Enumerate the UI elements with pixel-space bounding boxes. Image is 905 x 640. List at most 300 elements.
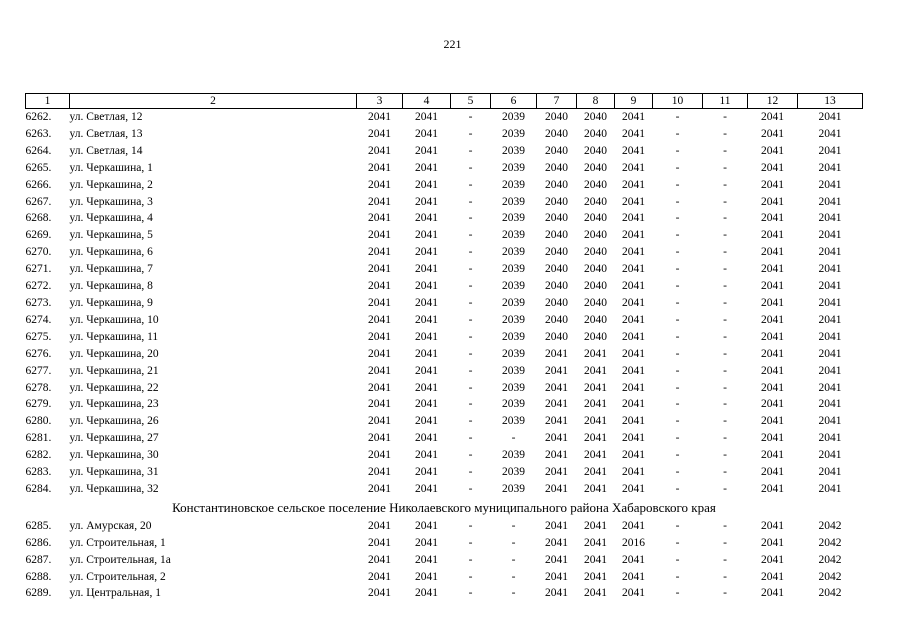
year-cell: - [675, 466, 680, 479]
row-number-cell: 6273. [25, 296, 52, 309]
year-cell: 2041 [368, 111, 391, 123]
year-cell: - [468, 570, 473, 583]
column-header: 6 [491, 94, 537, 109]
year-cell: 2042 [818, 570, 842, 583]
year-cell: 2041 [368, 415, 391, 428]
year-cell: 2041 [761, 263, 784, 276]
year-cell: 2041 [761, 415, 784, 428]
year-cell: 2041 [761, 553, 784, 566]
year-cell: - [675, 415, 680, 428]
column-header: 8 [577, 94, 615, 109]
year-cell: - [468, 246, 473, 259]
year-cell: 2041 [761, 246, 784, 259]
table-row [26, 295, 863, 312]
year-cell: - [468, 144, 473, 157]
year-cell: - [468, 330, 473, 343]
year-cell: 2042 [818, 536, 842, 549]
row-number-cell: 6270. [25, 246, 52, 259]
year-cell: - [468, 280, 473, 293]
row-number-cell: 6275. [25, 330, 52, 343]
year-cell: 2041 [818, 127, 842, 140]
year-cell: 2039 [502, 263, 525, 276]
year-cell: 2041 [622, 381, 645, 394]
year-cell: 2041 [761, 296, 784, 309]
year-cell: - [675, 570, 680, 583]
year-cell: 2039 [502, 330, 525, 343]
table-row [26, 464, 863, 481]
column-header: 7 [537, 94, 577, 109]
address-cell: ул. Черкашина, 27 [69, 432, 159, 445]
row-number-cell: 6276. [25, 347, 52, 360]
year-cell: - [723, 449, 727, 462]
column-header: 5 [451, 94, 491, 109]
year-cell: 2041 [415, 161, 438, 174]
year-cell: - [723, 212, 727, 225]
table-row [26, 160, 863, 177]
table-row [26, 143, 863, 160]
table-row [26, 227, 863, 244]
year-cell: - [723, 587, 727, 600]
year-cell: - [723, 364, 727, 377]
year-cell: 2041 [545, 553, 568, 566]
year-cell: 2041 [622, 449, 645, 462]
year-cell: 2041 [368, 553, 391, 566]
year-cell: - [511, 519, 516, 532]
year-cell: 2041 [584, 570, 607, 583]
year-cell: 2041 [818, 195, 842, 208]
address-cell: ул. Черкашина, 20 [69, 347, 159, 360]
year-cell: - [468, 536, 473, 549]
year-cell: 2039 [502, 229, 525, 242]
year-cell: 2041 [368, 229, 391, 242]
row-number-cell: 6262. [25, 111, 52, 123]
year-cell: - [723, 415, 727, 428]
year-cell: 2041 [761, 449, 784, 462]
year-cell: 2041 [545, 364, 568, 377]
year-cell: - [511, 570, 516, 583]
year-cell: 2041 [584, 536, 607, 549]
year-cell: 2041 [545, 587, 568, 600]
year-cell: 2040 [545, 144, 568, 157]
year-cell: - [511, 553, 516, 566]
table-row [26, 210, 863, 227]
year-cell: 2041 [622, 364, 645, 377]
year-cell: - [675, 381, 680, 394]
year-cell: 2041 [622, 144, 645, 157]
year-cell: 2041 [622, 127, 645, 140]
year-cell: - [723, 229, 727, 242]
address-cell: ул. Строительная, 1 [69, 536, 166, 549]
table-row [26, 481, 863, 498]
year-cell: 2041 [415, 398, 438, 411]
year-cell: 2039 [502, 246, 525, 259]
year-cell: 2041 [622, 212, 645, 225]
table-row [26, 278, 863, 295]
year-cell: 2041 [584, 415, 607, 428]
year-cell: 2041 [545, 381, 568, 394]
year-cell: 2041 [622, 330, 645, 343]
table-header-row [26, 94, 863, 109]
year-cell: - [468, 482, 473, 495]
year-cell: 2041 [818, 296, 842, 309]
year-cell: 2041 [622, 432, 645, 445]
year-cell: - [468, 415, 473, 428]
year-cell: 2041 [818, 364, 842, 377]
year-cell: 2041 [622, 347, 645, 360]
year-cell: 2041 [818, 466, 842, 479]
year-cell: 2040 [545, 263, 568, 276]
year-cell: 2039 [502, 111, 525, 123]
year-cell: 2039 [502, 195, 525, 208]
table-row [26, 535, 863, 552]
year-cell: 2041 [545, 482, 568, 495]
year-cell: - [675, 229, 680, 242]
year-cell: - [723, 347, 727, 360]
year-cell: - [723, 263, 727, 276]
year-cell: 2041 [368, 280, 391, 293]
year-cell: - [468, 553, 473, 566]
year-cell: 2041 [415, 330, 438, 343]
schedule-table [25, 93, 863, 602]
year-cell: - [468, 364, 473, 377]
address-cell: ул. Центральная, 1 [69, 587, 161, 600]
year-cell: 2039 [502, 280, 525, 293]
table-row [26, 312, 863, 329]
row-number-cell: 6288. [25, 570, 52, 583]
address-cell: ул. Черкашина, 8 [69, 280, 153, 293]
year-cell: - [675, 161, 680, 174]
year-cell: 2042 [818, 587, 842, 600]
year-cell: - [468, 229, 473, 242]
year-cell: 2041 [584, 519, 607, 532]
address-cell: ул. Черкашина, 6 [69, 246, 153, 259]
table-row [26, 109, 863, 126]
year-cell: 2041 [368, 587, 391, 600]
year-cell: - [675, 364, 680, 377]
year-cell: 2041 [761, 570, 784, 583]
year-cell: 2041 [761, 466, 784, 479]
year-cell: 2041 [818, 111, 842, 123]
year-cell: 2041 [368, 364, 391, 377]
table-row [26, 430, 863, 447]
year-cell: 2041 [584, 381, 607, 394]
year-cell: 2042 [818, 519, 842, 532]
year-cell: 2039 [502, 161, 525, 174]
year-cell: 2040 [545, 212, 568, 225]
row-number-cell: 6286. [25, 536, 52, 549]
year-cell: - [468, 212, 473, 225]
year-cell: 2040 [584, 144, 607, 157]
year-cell: - [675, 398, 680, 411]
year-cell: - [723, 570, 727, 583]
year-cell: - [468, 519, 473, 532]
year-cell: 2041 [761, 364, 784, 377]
year-cell: - [723, 246, 727, 259]
year-cell: - [468, 432, 473, 445]
year-cell: 2041 [622, 263, 645, 276]
address-cell: ул. Черкашина, 7 [69, 263, 153, 276]
address-cell: ул. Амурская, 20 [69, 519, 152, 532]
year-cell: 2041 [415, 313, 438, 326]
table-row [26, 552, 863, 569]
table-row [26, 346, 863, 363]
year-cell: - [468, 449, 473, 462]
year-cell: 2042 [818, 553, 842, 566]
year-cell: 2041 [761, 482, 784, 495]
table-body [26, 109, 863, 603]
row-number-cell: 6279. [25, 398, 52, 411]
year-cell: 2041 [368, 398, 391, 411]
section-title: Константиновское сельское поселение Николаевского муниципального района Хабаровского края [172, 499, 716, 515]
year-cell: - [675, 246, 680, 259]
year-cell: - [723, 161, 727, 174]
row-number-cell: 6278. [25, 381, 52, 394]
address-cell: ул. Черкашина, 30 [69, 449, 159, 462]
year-cell: 2041 [368, 482, 391, 495]
table-row [26, 244, 863, 261]
year-cell: 2039 [502, 296, 525, 309]
address-cell: ул. Строительная, 2 [69, 570, 166, 583]
year-cell: 2041 [415, 364, 438, 377]
year-cell: 2041 [368, 195, 391, 208]
row-number-cell: 6268. [25, 212, 52, 225]
year-cell: - [511, 536, 516, 549]
year-cell: - [723, 144, 727, 157]
year-cell: 2040 [545, 127, 568, 140]
row-number-cell: 6271. [25, 263, 52, 276]
year-cell: 2041 [368, 127, 391, 140]
table-row [26, 413, 863, 430]
year-cell: 2039 [502, 415, 525, 428]
year-cell: 2041 [818, 246, 842, 259]
column-header: 11 [703, 94, 748, 109]
year-cell: 2041 [761, 161, 784, 174]
year-cell: 2041 [818, 313, 842, 326]
year-cell: 2041 [415, 144, 438, 157]
year-cell: 2041 [818, 449, 842, 462]
year-cell: 2041 [368, 536, 391, 549]
year-cell: 2041 [818, 381, 842, 394]
year-cell: - [675, 519, 680, 532]
year-cell: - [723, 280, 727, 293]
year-cell: 2041 [415, 570, 438, 583]
address-cell: ул. Черкашина, 5 [69, 229, 153, 242]
year-cell: 2040 [545, 229, 568, 242]
year-cell: 2041 [545, 398, 568, 411]
year-cell: - [723, 127, 727, 140]
year-cell: 2041 [368, 347, 391, 360]
year-cell: 2041 [761, 313, 784, 326]
address-cell: ул. Черкашина, 10 [69, 313, 159, 326]
year-cell: 2040 [545, 296, 568, 309]
table-row [26, 177, 863, 194]
year-cell: 2041 [545, 536, 568, 549]
year-cell: 2039 [502, 466, 525, 479]
year-cell: 2041 [818, 415, 842, 428]
year-cell: 2041 [818, 263, 842, 276]
year-cell: - [723, 330, 727, 343]
year-cell: 2041 [545, 519, 568, 532]
year-cell: 2041 [818, 347, 842, 360]
year-cell: - [468, 161, 473, 174]
year-cell: 2041 [415, 519, 438, 532]
year-cell: 2041 [818, 144, 842, 157]
row-number-cell: 6264. [25, 144, 52, 157]
year-cell: 2041 [368, 246, 391, 259]
year-cell: 2041 [761, 127, 784, 140]
row-number-cell: 6285. [25, 519, 52, 532]
year-cell: 2041 [818, 330, 842, 343]
year-cell: 2041 [415, 415, 438, 428]
year-cell: 2039 [502, 364, 525, 377]
year-cell: 2040 [584, 313, 607, 326]
year-cell: 2041 [368, 161, 391, 174]
address-cell: ул. Черкашина, 9 [69, 296, 153, 309]
year-cell: 2041 [622, 570, 645, 583]
row-number-cell: 6269. [25, 229, 52, 242]
year-cell: 2041 [415, 263, 438, 276]
year-cell: 2041 [584, 466, 607, 479]
year-cell: - [723, 111, 727, 123]
year-cell: - [723, 398, 727, 411]
address-cell: ул. Черкашина, 23 [69, 398, 159, 411]
year-cell: 2041 [545, 347, 568, 360]
year-cell: 2041 [622, 398, 645, 411]
row-number-cell: 6266. [25, 178, 52, 191]
year-cell: 2041 [415, 229, 438, 242]
year-cell: - [468, 263, 473, 276]
year-cell: - [675, 111, 680, 123]
year-cell: 2041 [415, 111, 438, 123]
year-cell: 2041 [368, 296, 391, 309]
year-cell: 2041 [415, 347, 438, 360]
year-cell: 2040 [545, 161, 568, 174]
year-cell: 2041 [368, 144, 391, 157]
year-cell: 2039 [502, 127, 525, 140]
column-header: 3 [357, 94, 403, 109]
year-cell: 2041 [818, 398, 842, 411]
year-cell: 2040 [584, 263, 607, 276]
year-cell: 2041 [761, 347, 784, 360]
year-cell: 2040 [584, 280, 607, 293]
row-number-cell: 6272. [25, 280, 52, 293]
address-cell: ул. Черкашина, 31 [69, 466, 159, 479]
row-number-cell: 6263. [25, 127, 52, 140]
year-cell: 2039 [502, 381, 525, 394]
year-cell: 2041 [415, 280, 438, 293]
year-cell: 2041 [818, 212, 842, 225]
year-cell: 2041 [761, 144, 784, 157]
table-row [26, 261, 863, 278]
year-cell: - [468, 127, 473, 140]
year-cell: 2041 [818, 280, 842, 293]
year-cell: - [723, 381, 727, 394]
year-cell: 2041 [368, 313, 391, 326]
column-header: 12 [748, 94, 798, 109]
year-cell: 2041 [761, 432, 784, 445]
year-cell: 2040 [545, 246, 568, 259]
year-cell: 2040 [584, 296, 607, 309]
year-cell: - [675, 178, 680, 191]
address-cell: ул. Черкашина, 22 [69, 381, 159, 394]
year-cell: 2041 [761, 280, 784, 293]
year-cell: 2039 [502, 178, 525, 191]
row-number-cell: 6280. [25, 415, 52, 428]
row-number-cell: 6283. [25, 466, 52, 479]
year-cell: - [468, 111, 473, 123]
year-cell: 2041 [415, 381, 438, 394]
year-cell: - [468, 296, 473, 309]
year-cell: 2041 [415, 466, 438, 479]
year-cell: - [675, 482, 680, 495]
address-cell: ул. Черкашина, 11 [69, 330, 159, 343]
year-cell: - [675, 313, 680, 326]
year-cell: - [468, 195, 473, 208]
year-cell: 2041 [761, 381, 784, 394]
year-cell: 2041 [818, 229, 842, 242]
year-cell: 2041 [622, 296, 645, 309]
year-cell: 2041 [761, 111, 784, 123]
year-cell: 2041 [415, 296, 438, 309]
year-cell: 2040 [584, 161, 607, 174]
year-cell: 2041 [584, 553, 607, 566]
year-cell: 2041 [415, 195, 438, 208]
year-cell: 2041 [415, 246, 438, 259]
year-cell: - [468, 347, 473, 360]
row-number-cell: 6267. [25, 195, 52, 208]
address-cell: ул. Светлая, 14 [69, 144, 143, 157]
column-header: 1 [26, 94, 70, 109]
year-cell: 2041 [584, 347, 607, 360]
year-cell: 2039 [502, 144, 525, 157]
year-cell: 2041 [368, 381, 391, 394]
year-cell: 2040 [584, 246, 607, 259]
year-cell: - [723, 195, 727, 208]
year-cell: 2039 [502, 398, 525, 411]
year-cell: - [675, 432, 680, 445]
year-cell: 2041 [622, 587, 645, 600]
row-number-cell: 6265. [25, 161, 52, 174]
year-cell: 2041 [622, 415, 645, 428]
year-cell: 2041 [622, 553, 645, 566]
year-cell: 2041 [368, 519, 391, 532]
year-cell: 2041 [622, 178, 645, 191]
year-cell: 2041 [368, 466, 391, 479]
year-cell: 2041 [761, 178, 784, 191]
year-cell: - [675, 536, 680, 549]
year-cell: - [468, 381, 473, 394]
year-cell: 2041 [818, 161, 842, 174]
year-cell: - [468, 313, 473, 326]
year-cell: 2041 [818, 178, 842, 191]
year-cell: - [675, 347, 680, 360]
year-cell: 2040 [545, 111, 568, 123]
address-cell: ул. Черкашина, 21 [69, 364, 159, 377]
year-cell: 2041 [622, 229, 645, 242]
year-cell: 2041 [584, 398, 607, 411]
year-cell: - [468, 466, 473, 479]
year-cell: 2041 [761, 195, 784, 208]
year-cell: - [723, 536, 727, 549]
year-cell: - [675, 330, 680, 343]
address-cell: ул. Черкашина, 26 [69, 415, 159, 428]
year-cell: - [468, 178, 473, 191]
year-cell: 2040 [584, 330, 607, 343]
table-row [26, 380, 863, 397]
table-row [26, 585, 863, 602]
year-cell: 2041 [584, 482, 607, 495]
row-number-cell: 6284. [25, 482, 52, 495]
